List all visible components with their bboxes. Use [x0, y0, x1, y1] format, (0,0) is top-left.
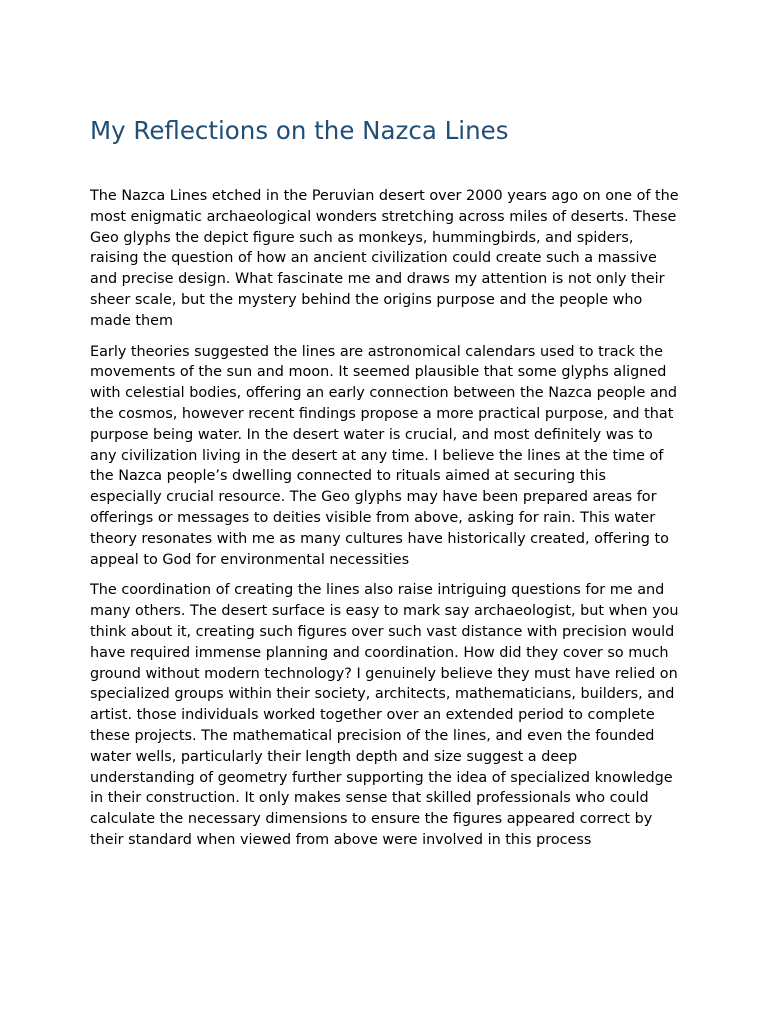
paragraph-1: The Nazca Lines etched in the Peruvian desert over 2000 years ago on one of the most enigmatic archaeological wonders stretching across miles of deserts. These Geo glyphs the depict figure such as monkeys, hummingbirds, and spiders, raising the question of how an ancient civilization could create such a massive and precise design. What fascinate me and draws my attention is not only their sheer scale, but the mystery behind the origins purpose and the people who made them [90, 188, 679, 329]
paragraph-3: The coordination of creating the lines also raise intriguing questions for me and many others. The desert surface is easy to mark say archaeologist, but when you think about it, creating such figures over such vast distance with precision would have required immense planning and coordination. How did they cover so much ground without modern technology? I genuinely believe they must have relied on specialized groups within their society, architects, mathematicians, builders, and artist. those individuals worked together over an extended period to complete these projects. The mathematical precision of the lines, and even the founded water wells, particularly their length depth and size suggest a deep understanding of geometry further supporting the idea of specialized knowledge in their construction. It only makes sense that skilled professionals who could calculate the necessary dimensions to ensure the figures appeared correct by their standard when viewed from above were involved in this process [90, 582, 679, 848]
page-title: My Reflections on the Nazca Lines [90, 116, 509, 145]
document-body [90, 186, 682, 861]
paragraph-2: Early theories suggested the lines are astronomical calendars used to track the movements of the sun and moon. It seemed plausible that some glyphs aligned with celestial bodies, offering an early connection between the Nazca people and the cosmos, however recent findings propose a more practical purpose, and that purpose being water. In the desert water is crucial, and most definitely was to any civilization living in the desert at any time. I believe the lines at the time of the Nazca people’s dwelling connected to rituals aimed at securing this especially crucial resource. The Geo glyphs may have been prepared areas for offerings or messages to deities visible from above, asking for rain. This water theory resonates with me as many cultures have historically created, offering to appeal to God for environmental necessities [90, 343, 678, 568]
